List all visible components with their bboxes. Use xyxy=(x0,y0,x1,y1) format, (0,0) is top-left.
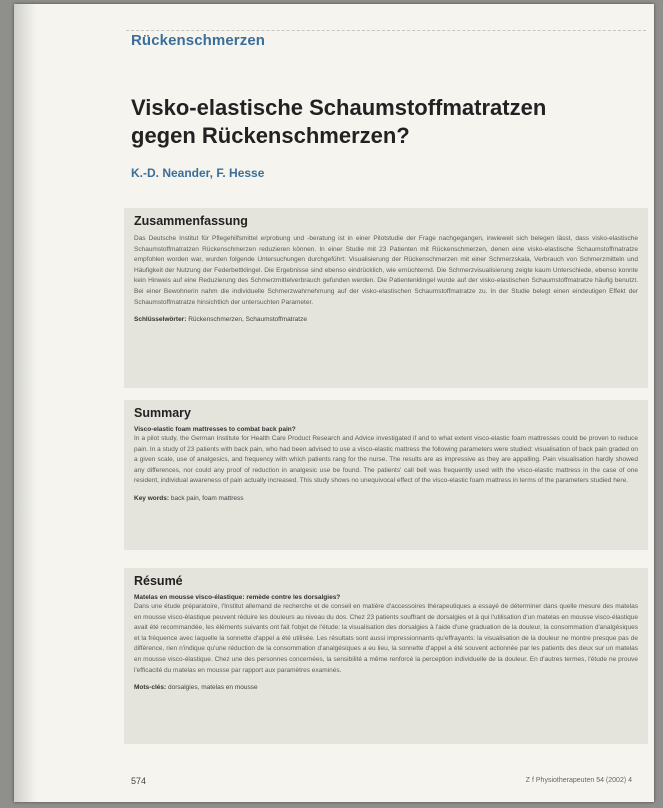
keywords-label: Key words: xyxy=(134,494,170,502)
abstract-german-keywords xyxy=(134,315,638,326)
keywords-value: Rückenschmerzen, Schaumstoffmatratze xyxy=(188,316,307,324)
keywords-label: Schlüsselwörter: xyxy=(134,316,187,324)
keywords-value: back pain, foam mattress xyxy=(170,494,244,502)
title-line-1: Visko-elastische Schaumstoffmatratzen xyxy=(131,95,547,120)
abstract-french-heading: Résumé xyxy=(134,574,183,588)
abstract-english-body: In a pilot study, the German Institute for Health Care Product Research and Advice investigated if and to what extent visco-elastic foam mattresses could be proven to reduce pain. In a study of 23 patients with back pain, who had been advised to use a visco-elastic mattress the following parameters were studied: visualisation of back pain graded on a given scale, use of analgesics, and frequency with which patients rang for the nurse. The results are as impressive as they are appalling. Pain visualisation hardly showed any differences, nor could any proof of reduction in analgesic use be found. The patients' call bell was frequently used with the visco-elastic mattress in the case of one resident, individual awareness of pain actually increased. This study shows no unequivocal effect of the visco-elastic foam mattress in terms of the parameters studied here. xyxy=(134,435,638,485)
page-number: 574 xyxy=(131,776,147,786)
journal-page xyxy=(14,4,654,802)
keywords-label: Mots-clés: xyxy=(134,684,167,692)
abstract-german-heading: Zusammenfassung xyxy=(134,214,248,228)
abstract-french-keywords xyxy=(134,683,638,694)
article-title xyxy=(131,94,631,150)
abstract-english-keywords xyxy=(134,494,638,505)
article-authors: K.-D. Neander, F. Hesse xyxy=(131,166,265,180)
abstract-german xyxy=(124,208,648,388)
abstract-french-body: Dans une étude préparatoire, l'Institut allemand de recherche et de conseil en matière d'accessoires thérapeutiques a essayé de déterminer dans quelle mesure des matelas en mousse visco-élastique peuvent réduire les douleurs au niveau du dos. Chez 23 patients souffrant de dorsalgies et à qui l'utilisation d'un matelas en mousse visco-élastique avait été recommandée, les éléments suivants ont fait l'objet de l'étude: la visualisation des dorsalgies à l'aide d'une graduation de la douleur, la consommation d'analgésiques et la fréquence avec laquelle la sonnette d'appel a été utilisée. Les résultats sont aussi impressionnants qu'effrayants: la visualisation de la douleur ne montre presque pas de différence, rien n'indique qu'une réduction de la consommation d'analgésiques a eu lieu, la sonnette d'appel a été souvent actionnée par les patients des deux sur un matelas en mousse visco-élastique. Chez une des personnes concernées, la sensibilité a même renforcé la perception individuelle de la douleur. En d'autres termes, l'étude ne prouve l'efficacité du matelas en mousse par rapport aux paramètres examinés. xyxy=(134,603,638,674)
abstract-german-body: Das Deutsche Institut für Pflegehilfsmittel erprobung und -beratung ist in einer Pilotstudie der Frage nachgegangen, inwieweit sich belegen lässt, dass visko-elastische Schaumstoffmatratzen Rückenschmerzen reduzieren können. In einer Studie mit 23 Patienten mit Rückenschmerzen, denen eine visko-elastische Schaumstoffmatratze empfohlen worden war, wurden folgende Untersuchungen durchgeführt: Visualisierung der Rückenschmerzen mit einer Schmerzskala, Verbrauch von Schmerzmitteln und Häufigkeit der Nutzung der Federbettklingel. Die Ergebnisse sind ebenso eindrücklich, wie ernüchternd. Die Schmerzvisualisierung zeigte kaum Unterschiede, ebenso konnte kein Hinweis auf eine Reduzierung des Schmerzmittelverbrauch gefunden werden. Die Patientenklingel wurde auf der visko-elastischen Schaumstoffmatratze häufig benutzt. Bei einer Bewohnerin nahm die individuelle Schmerzwahrnehmung auf der visko-elastischen Schaumstoffmatratze zu. In der Studie belegt einen eindeutigen Effekt der Schaumstoffmatratze hinsichtlich der untersuchten Parameter. xyxy=(134,235,638,306)
keywords-value: dorsalgies, matelas en mousse xyxy=(167,684,258,692)
journal-citation: Z f Physiotherapeuten 54 (2002) 4 xyxy=(525,777,632,784)
title-line-2: gegen Rückenschmerzen? xyxy=(131,123,410,148)
abstract-french xyxy=(124,568,648,744)
section-tag: Rückenschmerzen xyxy=(131,32,266,49)
abstract-english-heading: Summary xyxy=(134,406,191,420)
abstract-english-subheading: Visco-elastic foam mattresses to combat back pain? xyxy=(134,426,296,433)
abstract-english xyxy=(124,400,648,550)
abstract-french-subheading: Matelas en mousse visco-élastique: remède contre les dorsalgies? xyxy=(134,594,341,601)
